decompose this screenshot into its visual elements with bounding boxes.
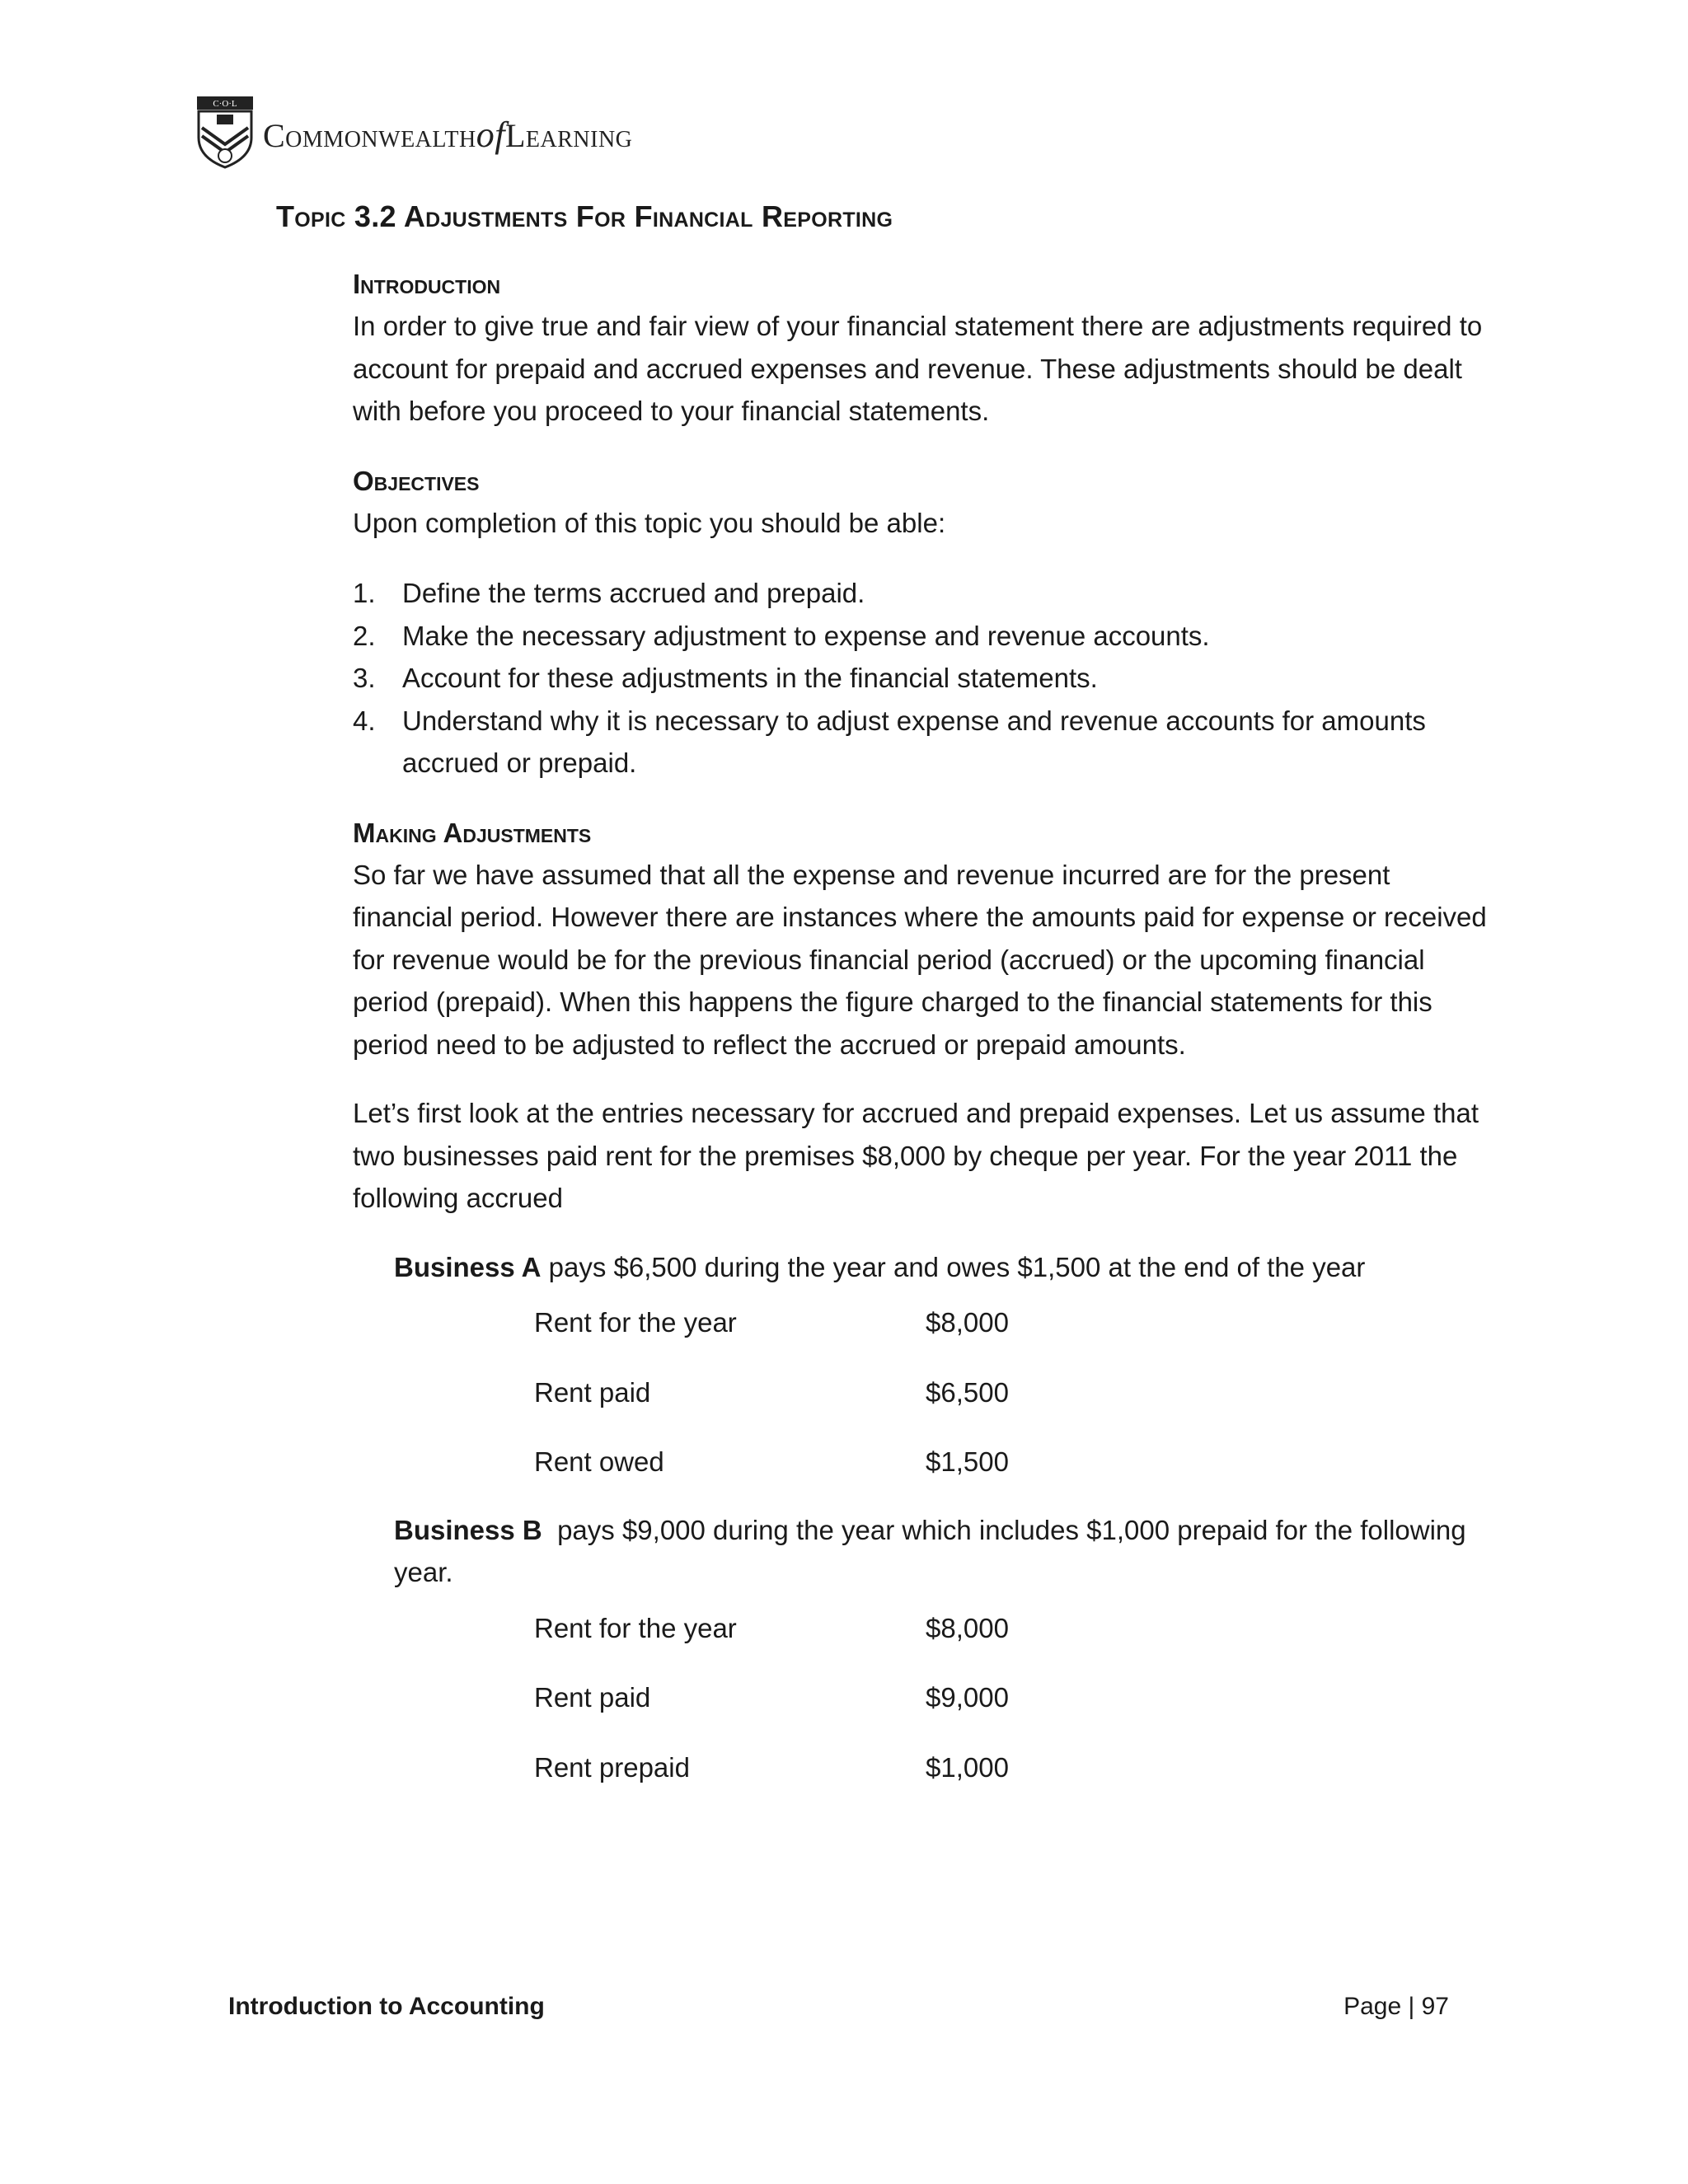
- footer-course-title: Introduction to Accounting: [228, 1993, 545, 2020]
- list-item: 1. Define the terms accrued and prepaid.: [353, 578, 865, 608]
- list-item: 2. Make the necessary adjustment to expense and revenue accounts.: [353, 620, 1210, 651]
- list-item: 3. Account for these adjustments in the financial statements.: [353, 663, 1098, 693]
- introduction-heading: Introduction: [353, 269, 501, 299]
- objectives-intro: Upon completion of this topic you should be able:: [353, 507, 946, 538]
- shield-logo-icon: [195, 95, 255, 169]
- table-row: Rent for the year $8,000: [534, 1307, 1009, 1338]
- making-adjustments-para1: So far we have assumed that all the expense and revenue incurred are for the present financial period. However there are instances where the amounts paid for expense or received for revenue would be for the previous financial period (accrued) or the upcoming financial period (prepaid). When this happens the figure charged to the financial statements for this period need to be adjusted to reflect the accrued or prepaid amounts.: [353, 859, 1487, 1060]
- business-b-table: [534, 1594, 1009, 1803]
- making-adjustments-heading: Making Adjustments: [353, 817, 592, 848]
- logo-small-text: C·O·L: [213, 99, 237, 109]
- header-logo: [195, 95, 632, 169]
- page-title: Topic 3.2 Adjustments For Financial Reporting: [276, 199, 893, 233]
- business-a-description: Business A pays $6,500 during the year and owes $1,500 at the end of the year: [394, 1251, 1366, 1282]
- table-row: Rent prepaid $1,000: [534, 1751, 1009, 1783]
- business-a-block: [394, 1246, 1490, 1803]
- list-item: 4. Understand why it is necessary to adjust expense and revenue accounts for amounts accrued or prepaid.: [353, 705, 1426, 778]
- objectives-list: [353, 572, 1490, 785]
- footer-page-number: Page | 97: [1343, 1993, 1449, 2020]
- table-row: Rent owed $1,500: [534, 1446, 1009, 1478]
- business-a-table: [534, 1288, 1009, 1497]
- introduction-text: In order to give true and fair view of your financial statement there are adjustments required to account for prepaid and accrued expenses and revenue. These adjustments should be dealt with before you proceed to your financial statements.: [353, 311, 1483, 426]
- table-row: Rent for the year $8,000: [534, 1612, 1009, 1643]
- table-row: Rent paid $6,500: [534, 1376, 1009, 1408]
- business-b-description: Business B pays $9,000 during the year which includes $1,000 prepaid for the following year.: [394, 1514, 1474, 1587]
- table-row: Rent paid $9,000: [534, 1682, 1009, 1713]
- objectives-heading: Objectives: [353, 465, 480, 496]
- logo-wordmark: CommonwealthofLearning: [263, 114, 633, 155]
- making-adjustments-para2: Let’s first look at the entries necessary for accrued and prepaid expenses. Let us assume that two businesses paid rent for the premises $8,000 by cheque per year. For the year 2011 the following accrued: [353, 1098, 1479, 1213]
- main-content: [353, 264, 1490, 1802]
